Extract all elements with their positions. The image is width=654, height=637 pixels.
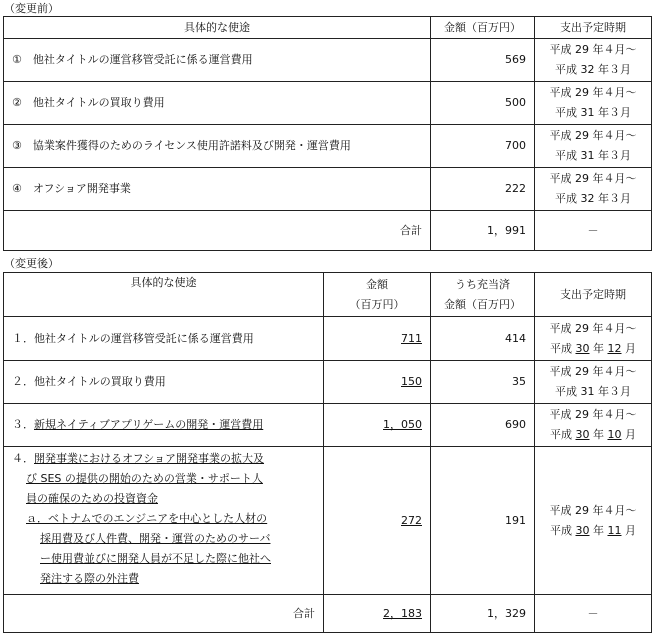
header-amount-line1: 金額 [366, 277, 388, 291]
after-amount-cell [324, 447, 431, 595]
after-header-amount [324, 273, 431, 317]
after-use-cell: １．他社タイトルの運営移管受託に係る運営費用 [4, 317, 324, 361]
before-header-row [4, 17, 652, 39]
use-line [12, 549, 323, 569]
period-text: 年 [589, 523, 608, 537]
before-period-cell [535, 168, 652, 211]
period-text: 月 [621, 428, 636, 441]
period-start: 平成 29 年４月～ [549, 129, 637, 142]
use-line [12, 469, 323, 489]
period-text: 月 [621, 341, 636, 355]
after-amount-cell [324, 361, 431, 404]
period-text: 平成 [550, 341, 576, 355]
table-row [4, 82, 652, 125]
table-row [4, 168, 652, 211]
before-total-amount: 1，991 [431, 211, 535, 251]
before-use-cell: ① 他社タイトルの運営移管受託に係る運営費用 [4, 39, 431, 82]
total-amount-value: 2，183 [383, 606, 422, 620]
use-line [12, 509, 323, 529]
use-text: 発注する際の外注費 [40, 572, 139, 585]
amount-value: 1，050 [383, 418, 422, 431]
use-text: 員の確保のための投資資金 [26, 492, 158, 505]
header-used-line1: うち充当済 [455, 277, 510, 291]
after-used-cell: 35 [431, 361, 535, 404]
period-year: 30 [575, 428, 590, 441]
period-year: 30 [575, 341, 590, 355]
before-use-cell: ③ 協業案件獲得のためのライセンス使用許諾料及び開発・運営費用 [4, 125, 431, 168]
use-text: 開発事業におけるオフショア開発事業の拡大及 [34, 452, 265, 465]
after-use-cell [4, 404, 324, 447]
period-text: 年 [589, 341, 608, 355]
period-end: 平成 32 年３月 [555, 192, 631, 205]
period-start: 平成 29 年４月～ [549, 43, 637, 56]
after-total-used: 1，329 [431, 595, 535, 633]
use-text: ベトナムでのエンジニアを中心とした人材の [48, 512, 268, 525]
use-text: 採用費及び人件費、開発・運営のためのサーバ [40, 532, 271, 545]
use-prefix: ４． [12, 452, 34, 465]
sub-prefix: ａ． [26, 512, 48, 525]
period-start: 平成 29 年４月～ [549, 503, 637, 517]
after-table [3, 272, 652, 633]
before-header-amount: 金額（百万円） [431, 17, 535, 39]
after-header-row [4, 273, 652, 317]
amount-value: 150 [401, 375, 422, 388]
period-start: 平成 29 年４月～ [549, 365, 637, 378]
period-text: 平成 [550, 428, 576, 441]
table-row [4, 361, 652, 404]
period-end [535, 425, 651, 445]
before-period-cell [535, 125, 652, 168]
after-amount-cell [324, 404, 431, 447]
before-header-use: 具体的な使途 [4, 17, 431, 39]
before-section-label: （変更前） [4, 2, 59, 15]
period-end: 平成 32 年３月 [555, 63, 631, 76]
period-end: 平成 31 年３月 [555, 106, 631, 119]
before-total-label: 合計 [4, 211, 431, 251]
before-use-cell: ② 他社タイトルの買取り費用 [4, 82, 431, 125]
use-text: ー使用費並びに開発人員が不足した際に他社へ [40, 552, 271, 565]
period-text: 月 [621, 523, 636, 537]
period-month: 10 [607, 428, 622, 441]
period-year: 30 [575, 523, 590, 537]
period-end: 平成 31 年３月 [555, 149, 631, 162]
after-total-amount [324, 595, 431, 633]
after-period-cell [535, 361, 652, 404]
before-period-cell [535, 82, 652, 125]
after-total-row [4, 595, 652, 633]
before-table [3, 16, 652, 251]
after-used-cell: 191 [431, 447, 535, 595]
use-line [12, 449, 323, 469]
period-start: 平成 29 年４月～ [549, 408, 637, 421]
period-end: 平成 31 年３月 [555, 385, 631, 398]
use-line [12, 569, 323, 589]
after-total-period: － [535, 595, 652, 633]
after-header-use: 具体的な使途 [4, 273, 324, 317]
after-period-cell [535, 447, 652, 595]
period-month: 11 [607, 523, 622, 537]
before-header-period: 支出予定時期 [535, 17, 652, 39]
after-use-cell [4, 447, 324, 595]
amount-value: 711 [401, 331, 422, 345]
period-start: 平成 29 年４月～ [549, 86, 637, 99]
before-use-cell: ④ オフショア開発事業 [4, 168, 431, 211]
after-header-period: 支出予定時期 [535, 273, 652, 317]
period-end [535, 339, 651, 359]
before-amount-cell: 500 [431, 82, 535, 125]
use-text: 新規ネイティブアプリゲームの開発・運営費用 [34, 418, 264, 431]
header-amount-line2: （百万円） [349, 297, 405, 311]
before-total-row [4, 211, 652, 251]
before-amount-cell: 222 [431, 168, 535, 211]
after-section-label: （変更後） [4, 257, 59, 270]
after-total-label: 合計 [4, 595, 324, 633]
header-used-line2: 金額（百万円） [444, 297, 521, 311]
before-amount-cell: 569 [431, 39, 535, 82]
period-text: 年 [589, 428, 608, 441]
after-use-cell: ２．他社タイトルの買取り費用 [4, 361, 324, 404]
use-text: び SES の提供の開始のための営業・サポート人 [26, 472, 263, 485]
use-line [12, 489, 323, 509]
use-line [12, 529, 323, 549]
table-row [4, 39, 652, 82]
table-row [4, 125, 652, 168]
table-row [4, 447, 652, 595]
table-row [4, 317, 652, 361]
period-month: 12 [607, 341, 622, 355]
after-period-cell [535, 404, 652, 447]
before-period-cell [535, 39, 652, 82]
amount-value: 272 [401, 513, 422, 527]
before-amount-cell: 700 [431, 125, 535, 168]
period-end [535, 521, 651, 541]
table-row [4, 404, 652, 447]
period-start: 平成 29 年４月～ [549, 321, 637, 335]
period-text: 平成 [550, 523, 576, 537]
after-used-cell: 414 [431, 317, 535, 361]
use-prefix: ３． [12, 418, 34, 431]
period-start: 平成 29 年４月～ [549, 172, 637, 185]
after-amount-cell [324, 317, 431, 361]
after-used-cell: 690 [431, 404, 535, 447]
before-total-period: － [535, 211, 652, 251]
after-period-cell [535, 317, 652, 361]
after-header-used [431, 273, 535, 317]
